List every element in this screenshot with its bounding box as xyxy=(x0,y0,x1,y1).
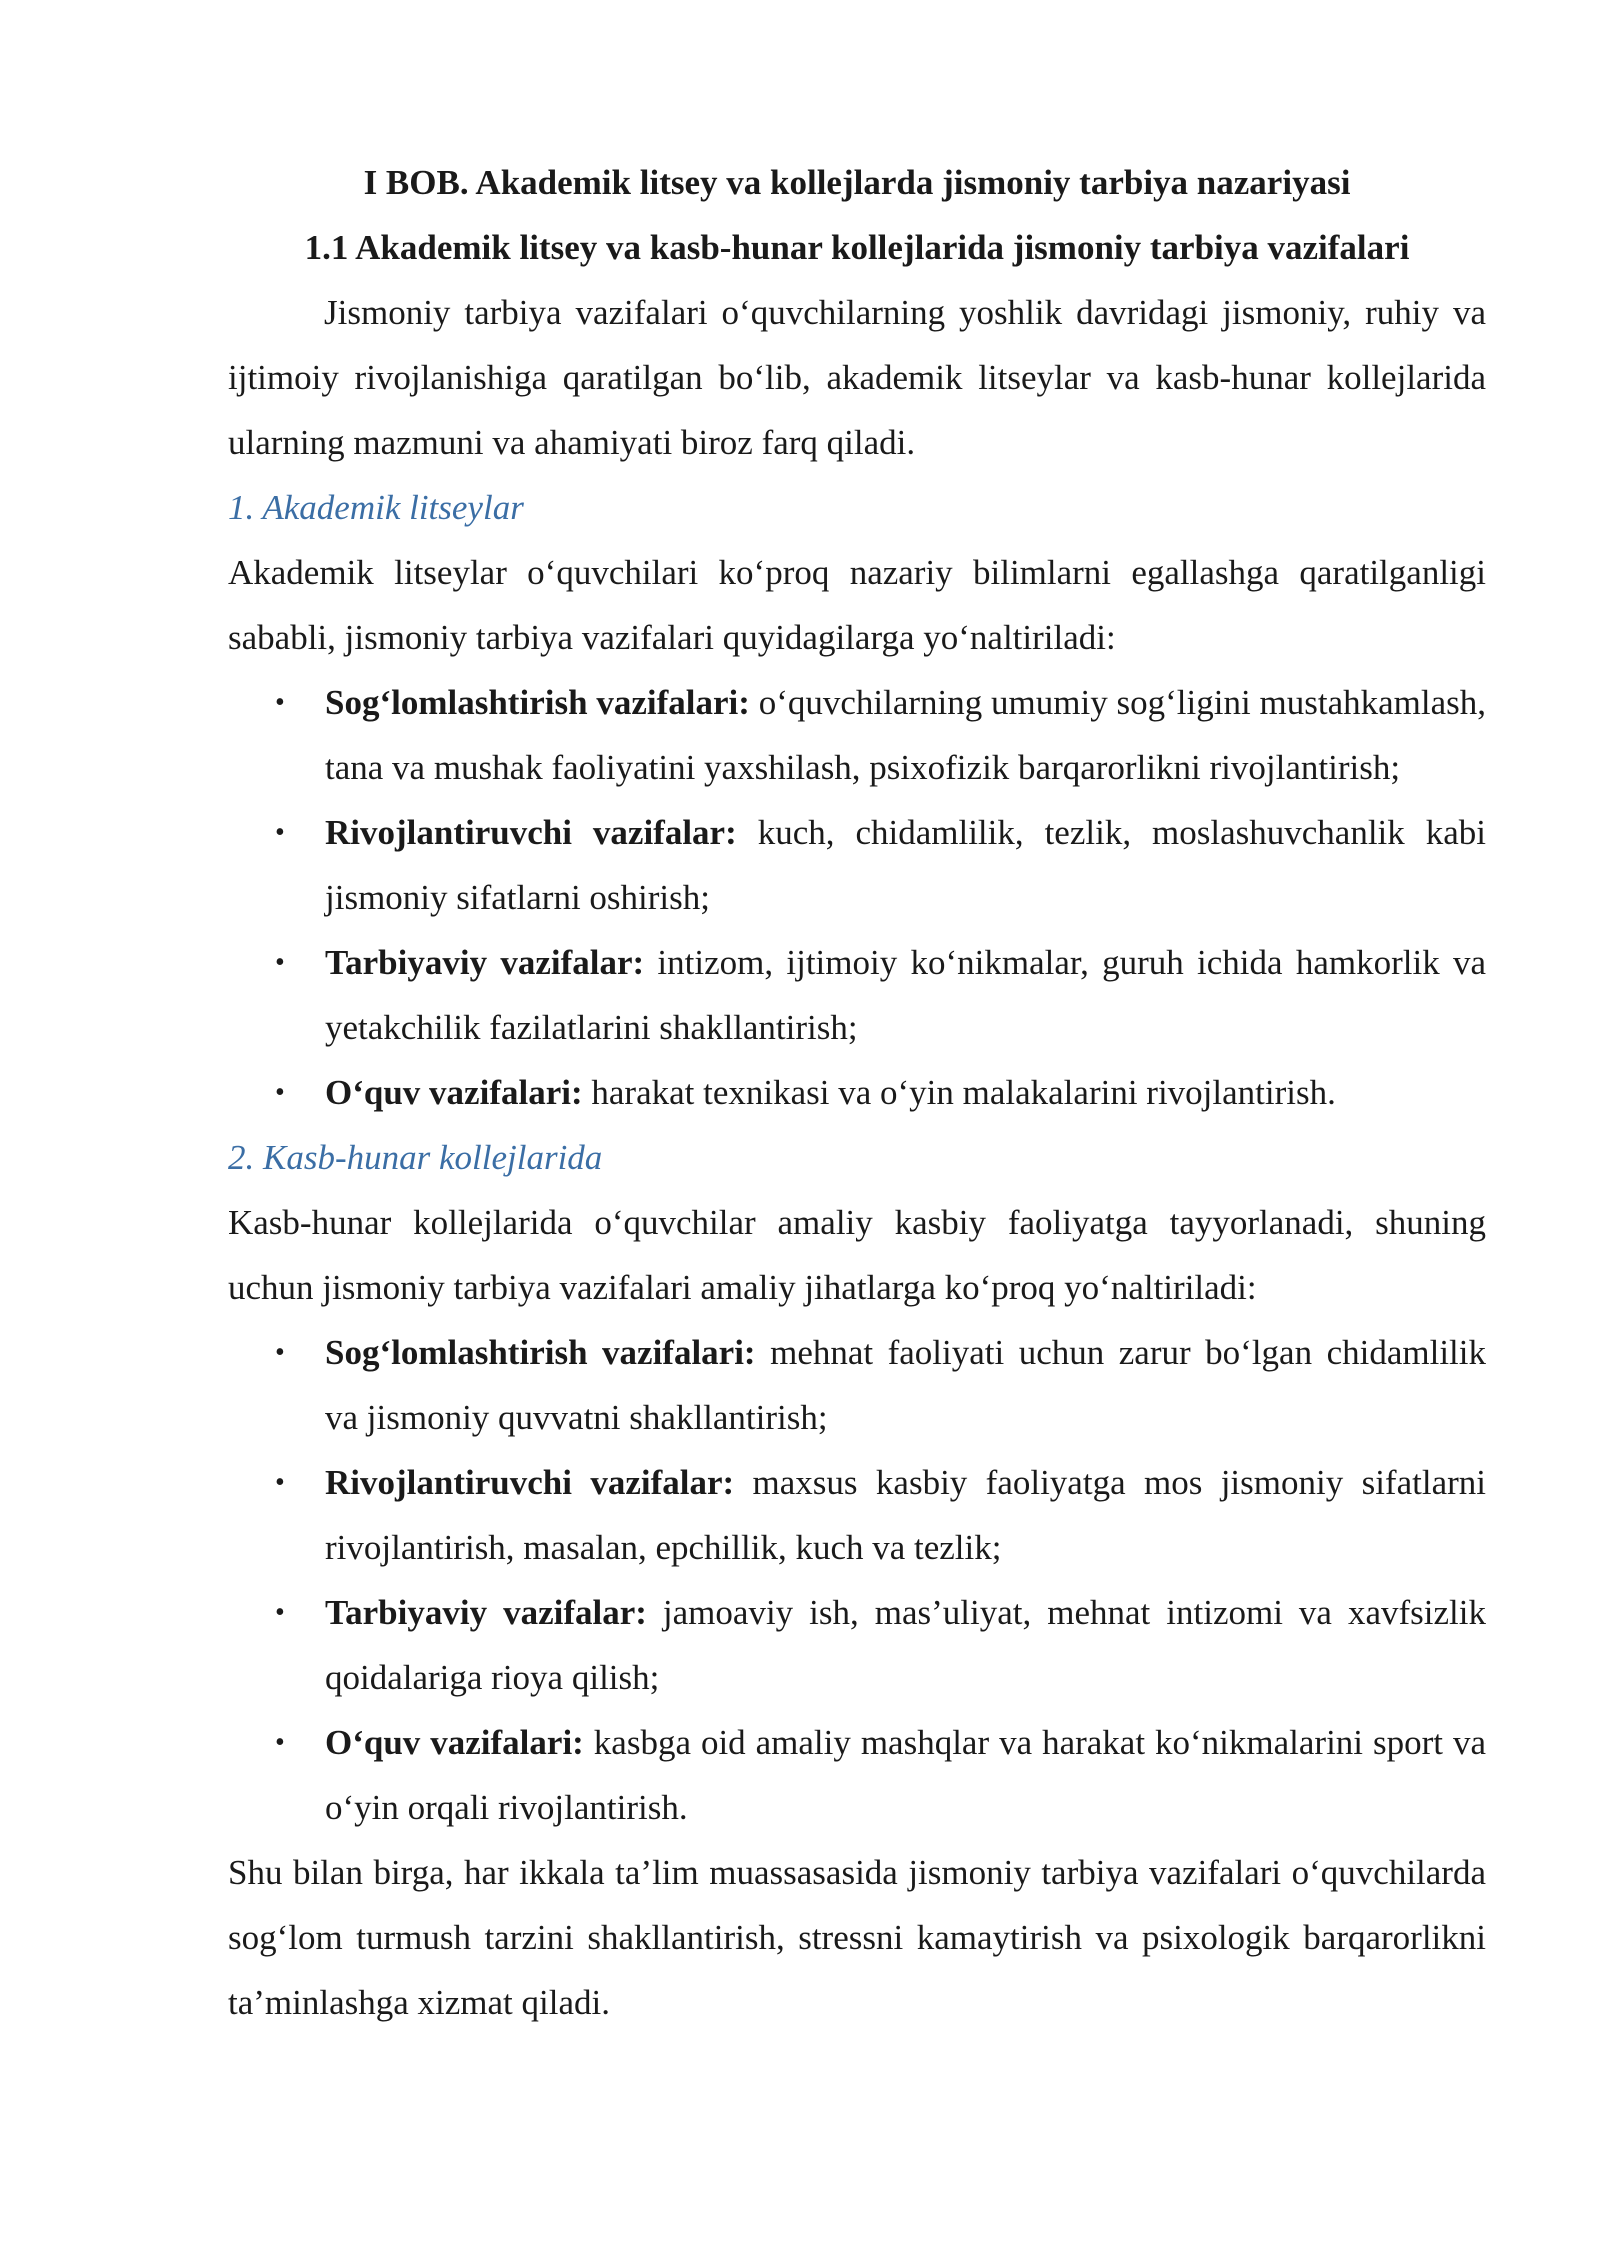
bullet-icon: • xyxy=(275,1077,285,1108)
bullet-icon: • xyxy=(275,817,285,848)
list-item-term: O‘quv vazifalari: xyxy=(325,1073,583,1112)
list-item xyxy=(275,1580,1486,1710)
list-item xyxy=(275,1450,1486,1580)
bullet-icon: • xyxy=(275,1727,285,1758)
list-item xyxy=(275,930,1486,1060)
chapter-heading: I BOB. Akademik litsey va kollejlarda jismoniy tarbiya nazariyasi xyxy=(363,163,1351,202)
list-item-term: O‘quv vazifalari: xyxy=(325,1723,584,1762)
list-item-text: harakat texnikasi va o‘yin malakalarini rivojlantirish. xyxy=(582,1073,1336,1112)
bullet-icon: • xyxy=(275,947,285,978)
intro-paragraph: Jismoniy tarbiya vazifalari o‘quvchilarning yoshlik davridagi jismoniy, ruhiy va ijtimoiy rivojlanishiga qaratilgan bo‘lib, akademik litseylar va kasb-hunar kollejlarida ularning mazmuni va ahamiyati biroz farq qiladi. xyxy=(228,293,1486,462)
kollej-lead-paragraph: Kasb-hunar kollejlarida o‘quvchilar amaliy kasbiy faoliyatga tayyorlanadi, shuning uchun jismoniy tarbiya vazifalari amaliy jihatlarga ko‘proq yo‘naltiriladi: xyxy=(228,1203,1486,1307)
list-item-text: kasbga oid amaliy mashqlar va harakat ko‘nikmalarini sport va o‘yin orqali rivojlantirish. xyxy=(325,1723,1486,1827)
list-item xyxy=(275,1710,1486,1840)
list-item-text: intizom, ijtimoiy ko‘nikmalar, guruh ichida hamkorlik va yetakchilik fazilatlarini shakllantirish; xyxy=(325,943,1486,1047)
list-item xyxy=(275,1060,1486,1125)
conclusion-paragraph: Shu bilan birga, har ikkala ta’lim muassasasida jismoniy tarbiya vazifalari o‘quvchilarda sog‘lom turmush tarzini shakllantirish, stressni kamaytirish va psixologik barqarorlikni ta’minlashga xizmat qiladi. xyxy=(228,1853,1486,2022)
list-item-text: maxsus kasbiy faoliyatga mos jismoniy sifatlarni rivojlantirish, masalan, epchillik, kuch va tezlik; xyxy=(325,1463,1486,1567)
bullet-icon: • xyxy=(275,1597,285,1628)
bullet-icon: • xyxy=(275,1337,285,1368)
bullet-icon: • xyxy=(275,1467,285,1498)
litsey-lead-paragraph: Akademik litseylar o‘quvchilari ko‘proq nazariy bilimlarni egallashga qaratilganligi sababli, jismoniy tarbiya vazifalari quyidagilarga yo‘naltiriladi: xyxy=(228,553,1486,657)
list-item-term: Rivojlantiruvchi vazifalar: xyxy=(325,1463,735,1502)
list-item xyxy=(275,800,1486,930)
list-item-term: Tarbiyaviy vazifalar: xyxy=(325,1593,647,1632)
list-item xyxy=(275,670,1486,800)
list-item-text: jamoaviy ish, mas’uliyat, mehnat intizomi va xavfsizlik qoidalariga rioya qilish; xyxy=(325,1593,1486,1697)
kollej-task-list xyxy=(228,1320,1486,1840)
list-item-term: Sog‘lomlashtirish vazifalari: xyxy=(325,1333,756,1372)
list-item-text: mehnat faoliyati uchun zarur bo‘lgan chidamlilik va jismoniy quvvatni shakllantirish; xyxy=(325,1333,1486,1437)
list-item-text: o‘quvchilarning umumiy sog‘ligini mustahkamlash, tana va mushak faoliyatini yaxshilash, psixofizik barqarorlikni rivojlantirish; xyxy=(325,683,1486,787)
list-item-term: Rivojlantiruvchi vazifalar: xyxy=(325,813,737,852)
litsey-section-title: 1. Akademik litseylar xyxy=(228,488,524,527)
list-item xyxy=(275,1320,1486,1450)
section-heading: 1.1 Akademik litsey va kasb-hunar kollejlarida jismoniy tarbiya vazifalari xyxy=(304,228,1410,267)
list-item-text: kuch, chidamlilik, tezlik, moslashuvchanlik kabi jismoniy sifatlarni oshirish; xyxy=(325,813,1486,917)
bullet-icon: • xyxy=(275,687,285,718)
kollej-section-title: 2. Kasb-hunar kollejlarida xyxy=(228,1138,603,1177)
list-item-term: Tarbiyaviy vazifalar: xyxy=(325,943,645,982)
litsey-task-list xyxy=(228,670,1486,1125)
list-item-term: Sog‘lomlashtirish vazifalari: xyxy=(325,683,750,722)
